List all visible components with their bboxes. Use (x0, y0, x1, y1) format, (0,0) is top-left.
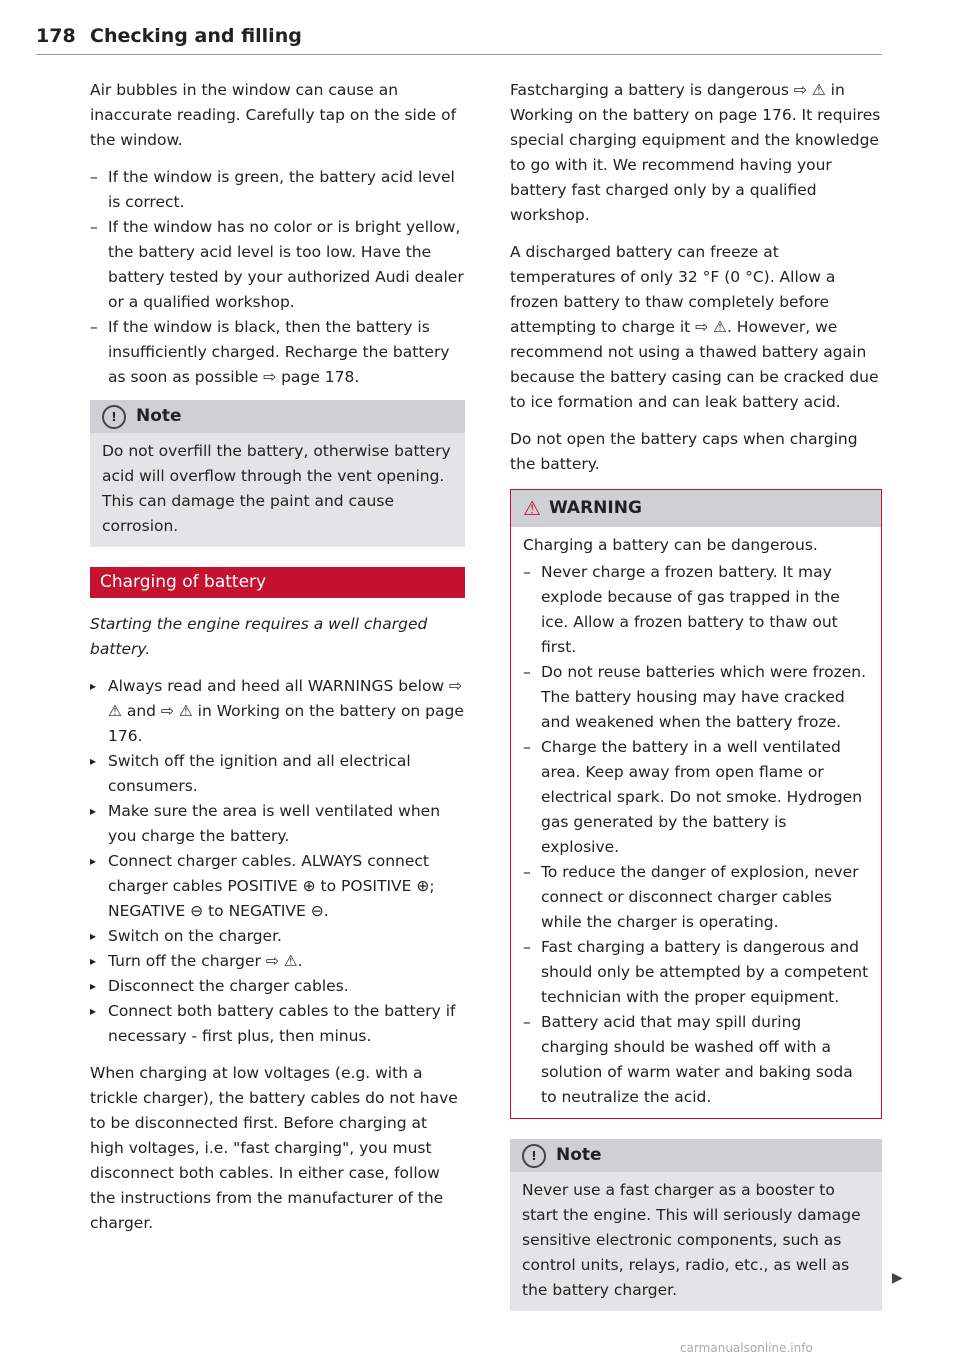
fast-charging-paragraph: Fastcharging a battery is dangerous ⇨ ⚠ in Working on the battery on page 176. It requires special charging equipment and the knowledge to go with it. We recommend having your battery fast charged only by a qualified workshop. (510, 81, 881, 224)
step-item: ▸ Always read and heed all WARNINGS below ⇨ ⚠ and ⇨ ⚠ in Working on the battery on page 176. (90, 674, 465, 749)
note-title: Note (136, 406, 182, 426)
warning-intro: Charging a battery can be dangerous. (523, 536, 818, 554)
info-icon: ! (522, 1144, 546, 1168)
warning-header (511, 490, 881, 527)
section-lead: Starting the engine requires a well charged battery. (90, 615, 428, 658)
watermark: carmanualsonline.info (680, 1341, 813, 1355)
info-icon: ! (102, 405, 126, 429)
list-item: – Never charge a frozen battery. It may explode because of gas trapped in the ice. Allow a frozen battery to thaw out first. (523, 560, 869, 660)
list-item: – Do not reuse batteries which were frozen. The battery housing may have cracked and weakened when the battery froze. (523, 660, 869, 735)
step-item: ▸ Make sure the area is well ventilated when you charge the battery. (90, 799, 465, 849)
step-item: ▸ Switch off the ignition and all electrical consumers. (90, 749, 465, 799)
step-item: ▸ Disconnect the charger cables. (90, 974, 465, 999)
window-status-list (90, 165, 465, 390)
warning-list (523, 560, 869, 1110)
warning-triangle-icon: ⚠ (523, 496, 541, 520)
step-item: ▸ Connect charger cables. ALWAYS connect charger cables POSITIVE ⊕ to POSITIVE ⊕; NEGATIVE ⊖ to NEGATIVE ⊖. (90, 849, 465, 924)
list-item: – Charge the battery in a well ventilated area. Keep away from open flame or electrical spark. Do not smoke. Hydrogen gas generated by the battery is explosive. (523, 735, 869, 860)
section-heading: Charging of battery (90, 567, 465, 598)
intro-paragraph: Air bubbles in the window can cause an inaccurate reading. Carefully tap on the side of the window. (90, 81, 457, 149)
continue-arrow-icon: ▶ (892, 1270, 903, 1286)
note-header (90, 400, 465, 433)
left-column (90, 78, 465, 1248)
page-number: 178 (36, 25, 76, 47)
warning-body (511, 527, 881, 1118)
note-body: Never use a fast charger as a booster to start the engine. This will seriously damage sensitive electronic components, such as control units, relays, radio, etc., as well as the battery charger. (522, 1181, 861, 1299)
list-item: – If the window is black, then the battery is insufficiently charged. Recharge the battery as soon as possible ⇨ page 178. (90, 315, 465, 390)
closing-paragraph: When charging at low voltages (e.g. with a trickle charger), the battery cables do not have to be disconnected first. Before charging at high voltages, i.e. "fast charging", you must disconnect both cables. In either case, follow the instructions from the manufacturer of the charger. (90, 1064, 458, 1232)
list-item: – Fast charging a battery is dangerous and should only be attempted by a competent technician with the proper equipment. (523, 935, 869, 1010)
right-column (510, 78, 882, 1331)
warning-title: WARNING (548, 498, 642, 518)
warning-box (510, 489, 882, 1119)
note-box-right (510, 1139, 882, 1311)
note-title: Note (556, 1145, 602, 1165)
list-item: – If the window has no color or is bright yellow, the battery acid level is too low. Have the battery tested by your authorized Audi dealer or a qualified workshop. (90, 215, 465, 315)
caps-paragraph: Do not open the battery caps when charging the battery. (510, 430, 858, 473)
step-item: ▸ Turn off the charger ⇨ ⚠. (90, 949, 465, 974)
note-box (90, 400, 465, 547)
page-header (36, 24, 882, 55)
list-item: – If the window is green, the battery acid level is correct. (90, 165, 465, 215)
step-item: ▸ Connect both battery cables to the battery if necessary - first plus, then minus. (90, 999, 465, 1049)
section-title: Checking and filling (90, 25, 302, 47)
list-item: – Battery acid that may spill during charging should be washed off with a solution of warm water and baking soda to neutralize the acid. (523, 1010, 869, 1110)
charging-steps (90, 674, 465, 1049)
note-header (510, 1139, 882, 1172)
note-body: Do not overfill the battery, otherwise battery acid will overflow through the vent opening. This can damage the paint and cause corrosion. (102, 442, 451, 535)
list-item: – To reduce the danger of explosion, never connect or disconnect charger cables while the charger is operating. (523, 860, 869, 935)
step-item: ▸ Switch on the charger. (90, 924, 465, 949)
freeze-paragraph: A discharged battery can freeze at temperatures of only 32 °F (0 °C). Allow a frozen battery to thaw completely before attempting to charge it ⇨ ⚠. However, we recommend not using a thawed battery again because the battery casing can be cracked due to ice formation and can leak battery acid. (510, 243, 879, 411)
